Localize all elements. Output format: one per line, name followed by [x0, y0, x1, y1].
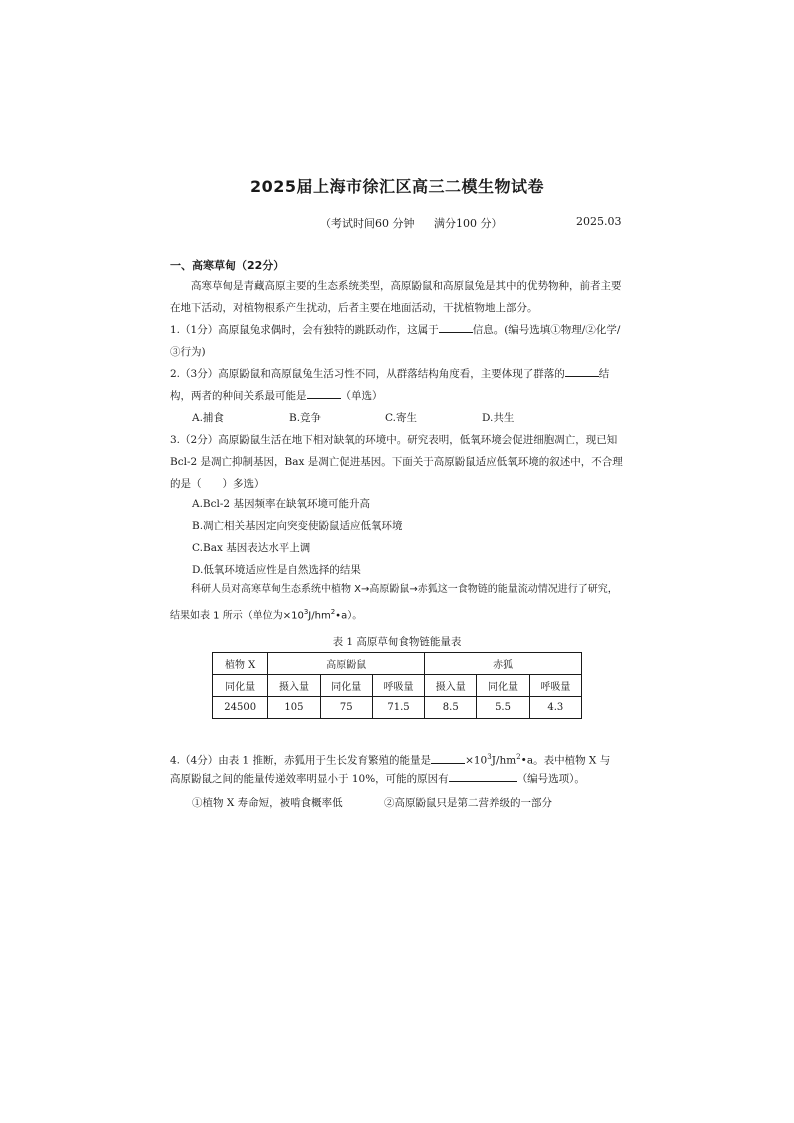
- answer-blank[interactable]: [439, 322, 473, 333]
- table-row: [213, 697, 582, 719]
- q3-option-a: A.Bcl-2 基因频率在缺氧环境可能升高: [192, 498, 370, 510]
- q3-option-c: C.Bax 基因表达水平上调: [192, 542, 311, 554]
- table-header-cell: 植物 X: [213, 653, 268, 675]
- q3-option-b: B.凋亡相关基因定向突变使鼢鼠适应低氧环境: [192, 520, 403, 532]
- table-caption: 表 1 高原草甸食物链能量表: [332, 636, 462, 648]
- table-row: [213, 675, 582, 697]
- table-header-cell: 赤狐: [425, 653, 582, 675]
- exam-score: 满分100 分）: [434, 217, 503, 230]
- page-title: 2025届上海市徐汇区高三二模生物试卷: [249, 177, 545, 196]
- table-header-cell: 呼吸量: [372, 675, 424, 697]
- option-a: A.捕食: [192, 412, 224, 424]
- exam-date: 2025.03: [576, 215, 622, 228]
- table-cell: 75: [320, 697, 372, 719]
- option-c: C.寄生: [385, 412, 417, 424]
- answer-blank[interactable]: [565, 366, 599, 377]
- energy-table: [212, 652, 582, 719]
- exam-info: [320, 215, 519, 231]
- table-header-cell: 同化量: [213, 675, 268, 697]
- q3-option-d: D.低氧环境适应性是自然选择的结果: [192, 564, 361, 576]
- table-cell: 24500: [213, 697, 268, 719]
- research-paragraph: 科研人员对高寒草甸生态系统中植物 X→高原鼢鼠→赤狐这一食物链的能量流动情况进行了研究，结果如表 1 所示（单位为$\times 10^3J/hm^2•a$）。: [170, 584, 618, 622]
- answer-blank[interactable]: [449, 771, 517, 782]
- q4-option-1: ①植物 X 寿命短，被啃食概率低: [192, 797, 343, 809]
- table-header-cell: 高原鼢鼠: [268, 653, 425, 675]
- question-1: 1.（1分）高原鼠兔求偶时，会有独特的跳跃动作，这属于 信息。(编号选填①物理/②化学/③行为): [170, 324, 621, 358]
- answer-blank[interactable]: [431, 753, 465, 764]
- table-header-cell: 摄入量: [425, 675, 477, 697]
- table-cell: 105: [268, 697, 320, 719]
- table-row: [213, 653, 582, 675]
- question-4: 4.（4分）由表 1 推断，赤狐用于生长发育繁殖的能量是 $\times 10^3J/hm^2•a$。表中植物 X 与: [170, 753, 611, 767]
- option-d: D.共生: [482, 412, 515, 424]
- question-3: 3.（2分）高原鼢鼠生活在地下相对缺氧的环境中。研究表明，低氧环境会促进细胞凋亡，现已知 Bcl-2 是凋亡抑制基因，Bax 是凋亡促进基因。下面关于高原鼢鼠适应低氧环境的叙述中，不合理的是（ ）多选）: [170, 434, 623, 490]
- table-cell: 5.5: [477, 697, 529, 719]
- option-b: B.竞争: [289, 412, 322, 424]
- table-header-cell: 摄入量: [268, 675, 320, 697]
- table-cell: 4.3: [529, 697, 581, 719]
- question-2: 2.（3分）高原鼢鼠和高原鼠兔生活习性不同，从群落结构角度看，主要体现了群落的 结构，两者的种间关系最可能是 （单选）: [170, 368, 610, 402]
- table-cell: 8.5: [425, 697, 477, 719]
- table-cell: 71.5: [372, 697, 424, 719]
- table-header-cell: 呼吸量: [529, 675, 581, 697]
- question-4-cont: 高原鼢鼠之间的能量传递效率明显小于 10%，可能的原因有 （编号选项）。: [170, 773, 585, 785]
- exam-time: （考试时间60 分钟: [320, 217, 415, 230]
- table-header-cell: 同化量: [320, 675, 372, 697]
- section-intro: 高寒草甸是青藏高原主要的生态系统类型，高原鼢鼠和高原鼠兔是其中的优势物种，前者主要在地下活动，对植物根系产生扰动，后者主要在地面活动，干扰植物地上部分。: [170, 280, 622, 314]
- answer-blank[interactable]: [307, 388, 341, 399]
- section-heading: 一、高寒草甸（22分）: [170, 259, 285, 272]
- q4-option-2: ②高原鼢鼠只是第二营养级的一部分: [384, 797, 552, 809]
- table-header-cell: 同化量: [477, 675, 529, 697]
